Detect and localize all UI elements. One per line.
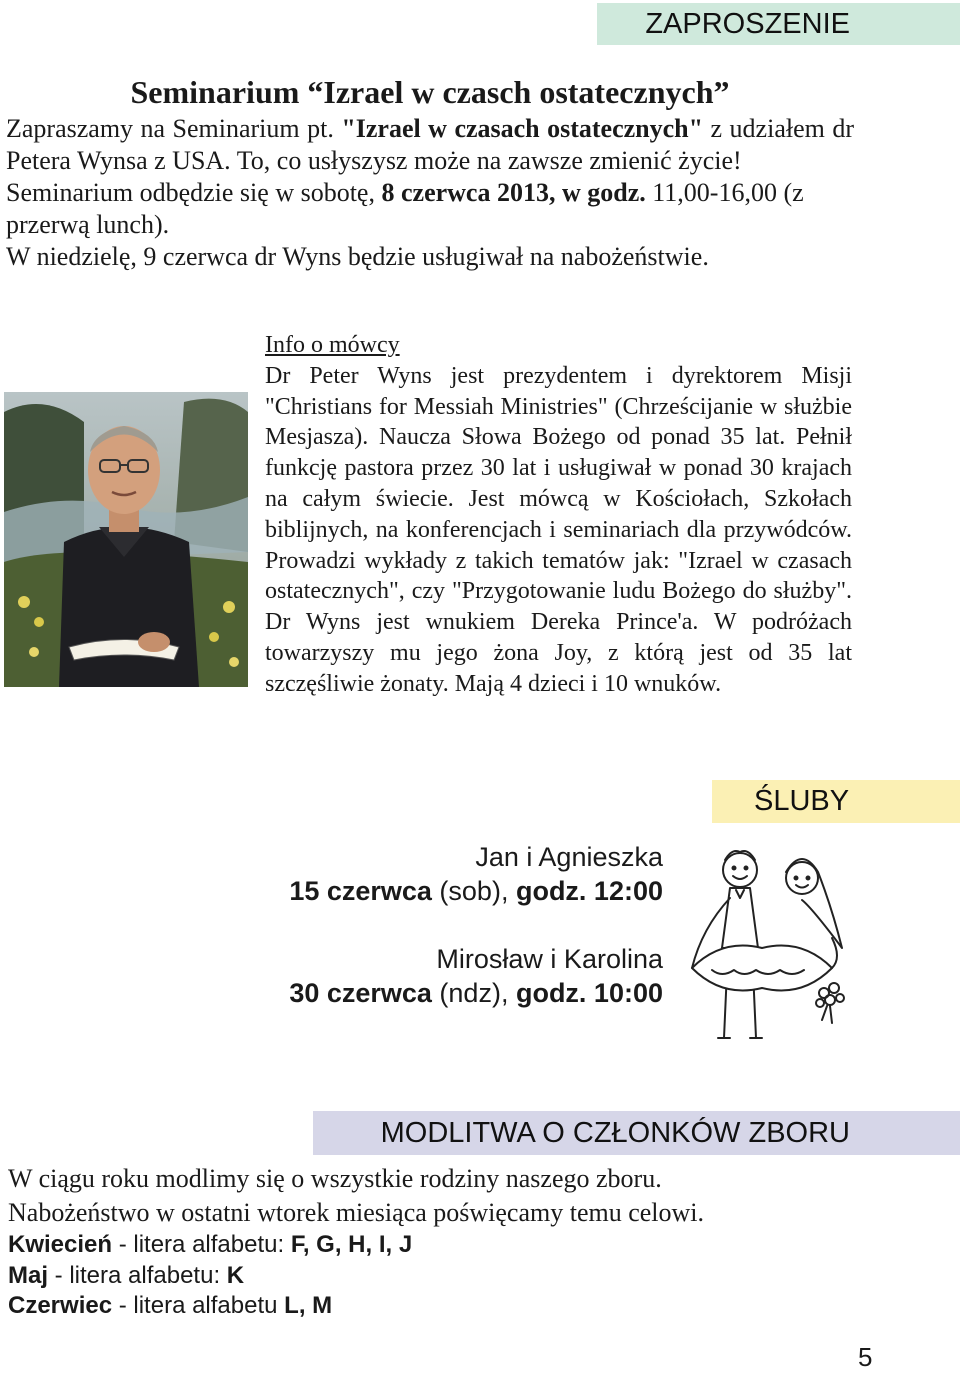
month-name: Czerwiec bbox=[8, 1292, 113, 1319]
wedding-entry bbox=[240, 942, 663, 1010]
speaker-photo bbox=[4, 392, 248, 687]
wedding-time: godz. 10:00 bbox=[515, 978, 663, 1008]
intro-lead: Zapraszamy na Seminarium pt. bbox=[6, 114, 342, 143]
wedding-day: 30 czerwca bbox=[289, 978, 432, 1008]
month-label: - litera alfabetu: bbox=[112, 1231, 291, 1258]
wedding-day: 15 czerwca bbox=[289, 876, 432, 906]
speaker-bio: Dr Peter Wyns jest prezydentem i dyrektorem Misji "Christians for Messiah Ministries" (Chrześcijanie w służbie Mesjasza). Naucza Słowa Bożego od ponad 35 lat. Pełnił funkcję pastora przez 30 lat i usługiwał w ponad 30 krajach na całym świecie. Jest mówcą w Kościołach, Szkołach biblijnych, na konferencjach i seminariach dla przywódców. Prowadzi wykłady z takich tematów jak: "Izrael w czasach ostatecznych", czy "Przygotowanie ludu Bożego do służby". Dr Wyns jest wnukiem Dereka Prince'a. W podróżach towarzyszy mu jego żona Joy, z którą jest od 35 lat szczęśliwie żonaty. Mają 4 dzieci i 10 wnuków. bbox=[265, 362, 852, 697]
month-letters: K bbox=[226, 1261, 245, 1289]
prayer-line-1: W ciągu roku modlimy się o wszystkie rodziny naszego zboru. bbox=[8, 1164, 662, 1193]
seminar-date bbox=[6, 177, 854, 241]
speaker-info bbox=[265, 330, 852, 700]
couple-names: Mirosław i Karolina bbox=[436, 944, 663, 974]
seminar-intro bbox=[6, 113, 854, 177]
prayer-line-2: Nabożeństwo w ostatni wtorek miesiąca poświęcamy temu celowi. bbox=[8, 1198, 705, 1227]
section-banner-prayer: MODLITWA O CZŁONKÓW ZBORU bbox=[313, 1111, 960, 1155]
wedding-time: godz. 12:00 bbox=[515, 876, 663, 906]
speaker-heading: Info o mówcy bbox=[265, 332, 400, 358]
date-rest: 11,00-16,00 (z przerwą lunch). bbox=[6, 178, 804, 239]
prayer-section bbox=[8, 1162, 908, 1322]
month-letters: L, M bbox=[284, 1292, 333, 1319]
wedding-date bbox=[240, 976, 663, 1010]
section-banner-invitation: ZAPROSZENIE bbox=[597, 3, 960, 45]
wedding-weekday: (sob), bbox=[431, 876, 516, 906]
wedding-date bbox=[240, 874, 663, 908]
sunday-service-note: W niedzielę, 9 czerwca dr Wyns będzie usługiwał na nabożeństwie. bbox=[6, 242, 709, 271]
wedding-weekday: (ndz), bbox=[431, 978, 516, 1008]
wedding-entry bbox=[240, 840, 663, 908]
prayer-month-row bbox=[8, 1291, 908, 1322]
seminar-announcement bbox=[6, 113, 854, 273]
date-lead: Seminarium odbędzie się w sobotę, bbox=[6, 178, 382, 207]
couple-names: Jan i Agnieszka bbox=[475, 842, 663, 872]
page-number: 5 bbox=[858, 1342, 873, 1372]
bride-groom-illustration bbox=[682, 838, 857, 1053]
prayer-month-row bbox=[8, 1230, 908, 1261]
month-letters: F, G, H, I, J bbox=[290, 1231, 413, 1258]
seminar-title: Seminarium “Izrael w czasch ostatecznych” bbox=[130, 74, 730, 110]
section-banner-weddings: ŚLUBY bbox=[712, 780, 960, 823]
seminar-name: "Izrael w czasach ostatecznych" bbox=[341, 114, 704, 143]
month-name: Maj bbox=[8, 1261, 49, 1289]
intro-rest: z udziałem dr Petera Wynsa z USA. To, co usłyszysz może na zawsze zmienić życie! bbox=[6, 114, 854, 175]
month-label: - litera alfabetu bbox=[112, 1292, 285, 1319]
prayer-month-row bbox=[8, 1261, 908, 1292]
month-label: - litera alfabetu: bbox=[48, 1261, 227, 1289]
date-bold: 8 czerwca 2013, w godz. bbox=[381, 178, 646, 207]
month-name: Kwiecień bbox=[8, 1231, 113, 1258]
